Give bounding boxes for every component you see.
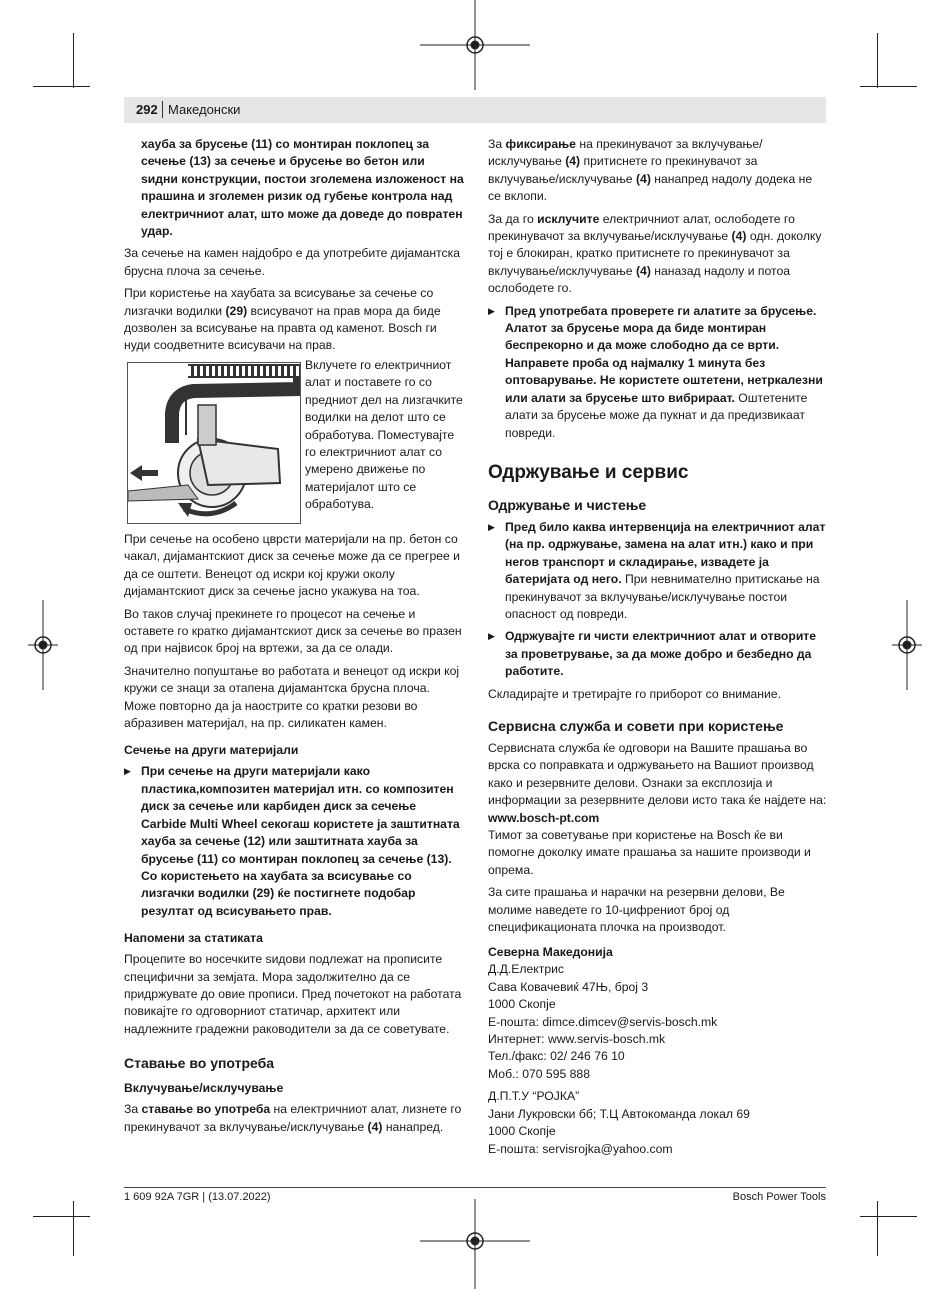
warning-continuation: хауба за брусење (11) со монтиран поклопец за сечење (13) за сечење и брусење во бетон или ѕидни конструкции, постои зголемена изложеност на прашина и зголемен ризик од губење контрола над електричниот алат, што може да доведе до повратен удар. (141, 137, 464, 239)
address-line: 1000 Скопје (488, 1124, 556, 1139)
heading-start-up: Ставање во употреба (124, 1055, 275, 1072)
bullet-other-materials: ▶ При сечење на други материјали како пластика,композитен материјал итн. со композитен диск за сечење или карбиден диск за сечење Carbide Multi Wheel секогаш користете ја заштитната хауба за сечење (12) или заштитната хауба за брусење (11) со монтиран поклопец за сечење (13). Со користењето на хаубата за всисување со лизгачки водилки (29) ќе постигнете подобар резултат од всисувањето прав. (124, 763, 464, 920)
paragraph: За сечење на камен најдобро е да употребите дијамантска брусна плоча за сечење. (124, 246, 461, 278)
left-column-top (124, 136, 464, 360)
address-line: Д.П.Т.У “РОЈКА” (488, 1089, 580, 1104)
address-line: Јани Лукровски бб; Т.Ц Автокоманда локал 69 (488, 1106, 750, 1121)
paragraph-parts: За сите прашања и нарачки на резервни делови, Ве молиме наведете го 10-цифрениот број од спецификационата плочка на производот. (488, 885, 785, 935)
paragraph: Значително попуштање во работата и венецот од искри кој кружи се знаци за отапена дијамантска брусна плоча. Може повторно да ја наострите со кратки резови во абразивен материјал, на пр. силикатен камен. (124, 663, 460, 731)
header-divider (162, 101, 163, 118)
heading-cleaning: Одржување и чистење (488, 496, 647, 513)
figure-caption-text: Вклучете го електричниот алат и поставете го со предниот дел на лизгачките водилки на делот што се обработува. Поместувајте го електричниот алат со умерено движење по материјалот што се обработува. (305, 358, 463, 512)
address-block-2 (488, 1088, 828, 1158)
crop-mark (73, 33, 74, 88)
cutting-guide-drawing (128, 363, 300, 523)
right-column (488, 136, 828, 1158)
registration-mark-bottom (420, 1199, 530, 1289)
bullet-maintenance: ▶ Пред било каква интервенција на електричниот алат (на пр. одржување, замена на алат итн.) како и при негов транспорт и складирање, извадете ја батеријата од него. При невнимателно притискање на прекинувачот за вклучување/исклучување постои опасност од повреди. (488, 519, 828, 623)
grinder-illustration (127, 362, 301, 524)
heading-service: Сервисна служба и совети при користење (488, 717, 784, 734)
paragraph: При користење на хаубата за всисување за сечење со лизгачки водилки (29) всисувачот на прав мора да биде дозволен за всисување на правта од каменот. Bosch ги нуди соодветните всисувачи на прав. (124, 286, 441, 353)
heading-maintenance: Одржување и сервис (488, 461, 689, 483)
page-number: 292 (136, 102, 158, 117)
registration-mark-left (28, 600, 58, 690)
paragraph: Во таков случај прекинете го процесот на сечење и оставете го кратко дијамантскиот диск за сечење во празен од при највисок број на вртежи, за да се олади. (124, 606, 462, 656)
left-column-bottom (124, 531, 464, 1141)
heading-static: Напомени за статиката (124, 931, 263, 946)
crop-mark (860, 86, 917, 87)
heading-country: Северна Македонија (488, 945, 613, 960)
address-email[interactable]: Е-пошта: dimce.dimcev@servis-bosch.mk (488, 1014, 718, 1029)
paragraph: При сечење на особено цврсти материјали на пр. бетон со чакал, дијамантскиот диск за сечење може да се прегрее и да се оштети. Венецот од искри кој кружи околу дијамантскиот диск за сечење јасно укажува на тоа. (124, 532, 460, 599)
address-line: Д.Д.Електрис (488, 962, 565, 977)
address-line: 1000 Скопје (488, 997, 556, 1012)
crop-mark (860, 1216, 917, 1217)
page-header (124, 97, 826, 123)
crop-mark (33, 1216, 90, 1217)
address-email[interactable]: Е-пошта: servisrojka@yahoo.com (488, 1141, 673, 1156)
address-line: Сава Ковачевиќ 47Њ, број 3 (488, 979, 649, 994)
paragraph-store: Складирајте и третирајте го приборот со внимание. (488, 686, 781, 701)
service-link[interactable]: www.bosch-pt.com (488, 810, 600, 825)
paragraph-lock: За фиксирање на прекинувачот за вклучување/исклучување (4) притиснете го прекинувачот за вклучување/исклучување (4) нанапред надолу додека не се вклопи. (488, 137, 813, 204)
crop-mark (877, 1201, 878, 1256)
paragraph-team: Тимот за советување при користење на Bosch ќе ви помогне доколку имате прашања за нашите производи и опрема. (488, 828, 811, 877)
paragraph-static: Процепите во носечките ѕидови подлежат на прописите специфични за земјата. Мора задолжително да се придржувате до овие прописи. Пред почетокот на работата повикајте го одговорниот статичар, архитект или надлежните градежни раководители за да се советувате. (124, 952, 462, 1036)
crop-mark (33, 86, 90, 87)
footer-brand: Bosch Power Tools (732, 1191, 826, 1203)
crop-mark (877, 33, 878, 88)
paragraph-service: Сервисната служба ќе одговори на Вашите прашања во врска со поправката и одржувањето на Вашиот производ како и резервните делови. Ознаки за експлозија и информации за резервните делови исто така ќе најдете на: www.bosch-pt.com (488, 740, 827, 825)
bullet-check-tools: ▶ Пред употребата проверете ги алатите за брусење. Алатот за брусење мора да биде монтиран беспрекорно и да може слободно да се врти. Направете проба од најмалку 1 минута без оптоварување. Не користете оштетени, нетркалезни или алати за брусење што вибрираат. Оштетените алати за брусење може да пукнат и да предизвикаат повреди. (488, 303, 828, 442)
crop-mark (73, 1201, 74, 1256)
heading-on-off: Вклучување/исклучување (124, 1081, 284, 1096)
address-web[interactable]: Интернет: www.servis-bosch.mk (488, 1032, 666, 1047)
language-label: Македонски (168, 102, 241, 117)
footer-doc-id: 1 609 92A 7GR | (13.07.2022) (124, 1191, 271, 1203)
address-line: Моб.: 070 595 888 (488, 1066, 590, 1081)
bullet-clean: ▶ Одржувајте ги чисти електричниот алат и отворите за проветрување, за да може добро и безбедно да работите. (488, 628, 828, 680)
registration-mark-right (892, 600, 922, 690)
paragraph-switch-off: За да го исклучите електричниот алат, ослободете го прекинувачот за вклучување/исклучување (4) одн. доколку тој е блокиран, кратко притиснете го прекинувачот за вклучување/исклучување (4) наназад надолу и потоа ослободете го. (488, 211, 822, 296)
address-block-1 (488, 961, 828, 1083)
heading-other-materials: Сечење на други материјали (124, 743, 299, 758)
address-line: Тел./факс: 02/ 246 76 10 (488, 1049, 625, 1064)
registration-mark-top (420, 0, 530, 90)
footer-rule (124, 1187, 826, 1188)
paragraph-switch-on: За ставање во употреба на електричниот алат, лизнете го прекинувачот за вклучување/исклучување (4) нанапред. (124, 1102, 462, 1134)
